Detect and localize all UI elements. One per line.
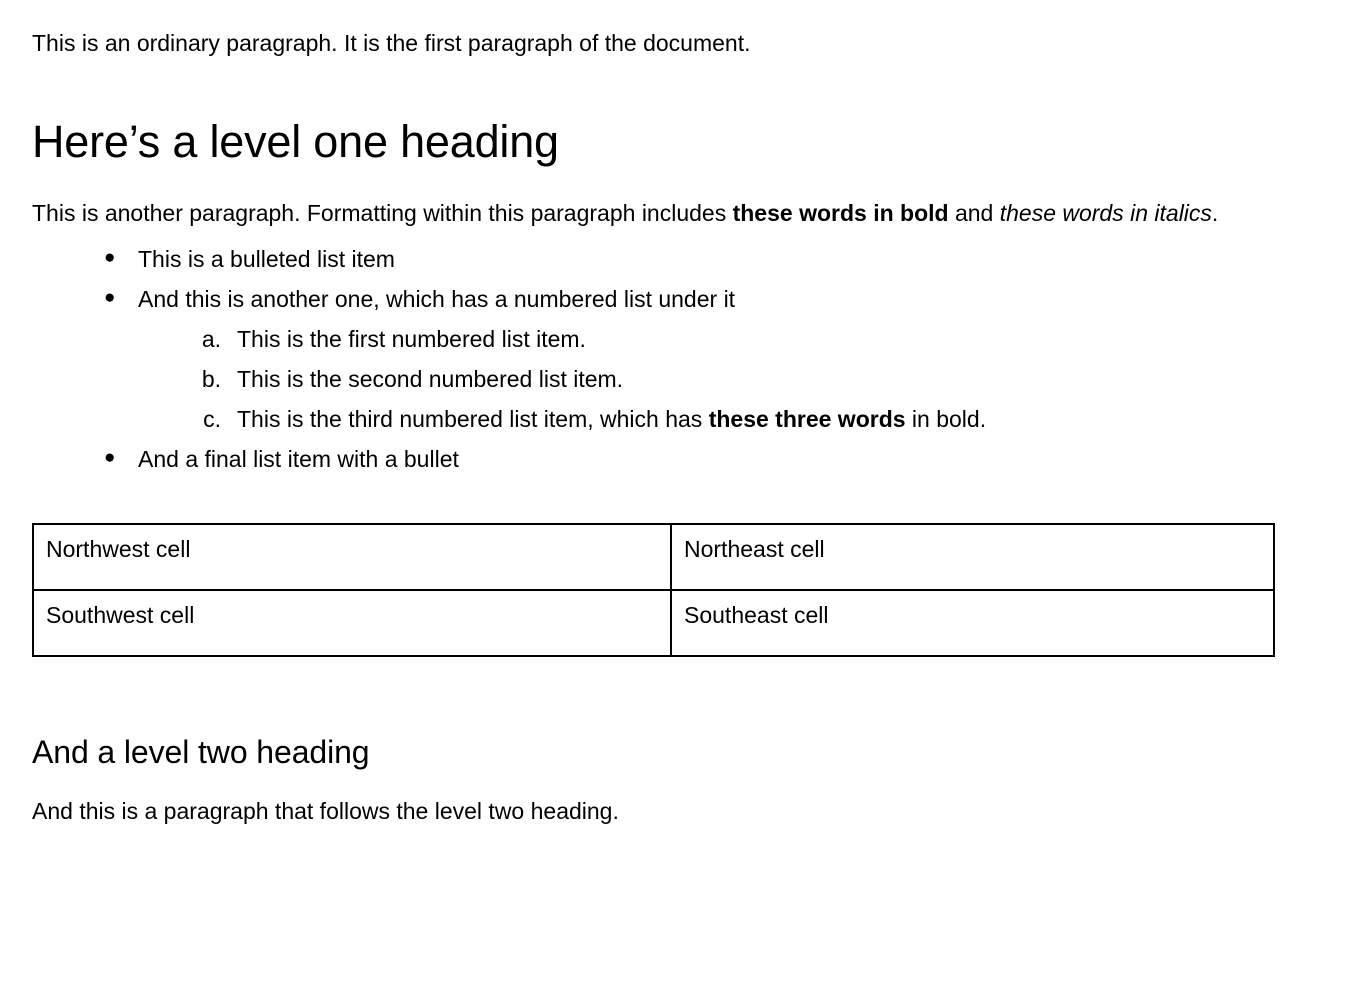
numbered-list [138, 319, 1328, 439]
spacer-after-heading-two [32, 770, 1328, 796]
list-item [86, 279, 1328, 439]
list-item-label: And this is another one, which has a numbered list under it [138, 285, 736, 312]
heading-level-one: Here’s a level one heading [32, 115, 559, 167]
second-paragraph-part2: and [948, 200, 1000, 227]
list-item-label-bold: these three words [708, 406, 906, 432]
table-cell: Southeast cell [671, 590, 1274, 656]
list-item-label: This is the first numbered list item. [237, 325, 586, 352]
list-item [86, 439, 1328, 479]
closing-paragraph: And this is a paragraph that follows the level two heading. [32, 798, 619, 825]
list-marker: c. [203, 406, 221, 432]
document-table [32, 523, 1275, 657]
second-paragraph-bold: these words in bold [732, 200, 949, 227]
second-paragraph-part1: This is another paragraph. Formatting within this paragraph includes [32, 200, 733, 227]
list-marker: b. [201, 365, 221, 392]
list-item [181, 399, 1328, 439]
list-item [86, 239, 1328, 279]
bullet-icon: ● [104, 246, 116, 268]
list-item-label: This is the second numbered list item. [237, 365, 624, 392]
second-paragraph [32, 194, 1267, 233]
list-item-label: And a final list item with a bullet [138, 446, 459, 473]
first-paragraph: This is an ordinary paragraph. It is the first paragraph of the document. [32, 30, 751, 56]
spacer-after-heading-one [32, 166, 1328, 194]
bulleted-list [32, 239, 1328, 479]
second-paragraph-part3: . [1211, 200, 1219, 227]
list-item-label-suffix: in bold. [905, 406, 987, 432]
heading-level-two: And a level two heading [32, 734, 370, 771]
table-cell: Northwest cell [33, 524, 671, 590]
list-item-label-prefix: This is the third numbered list item, which has [237, 406, 709, 432]
list-item [181, 359, 1328, 399]
list-item-label: This is a bulleted list item [138, 245, 395, 272]
table-row [33, 590, 1274, 656]
bullet-icon: ● [104, 286, 116, 308]
table-cell: Southwest cell [33, 590, 671, 656]
list-marker: a. [201, 325, 221, 352]
list-item [181, 319, 1328, 359]
second-paragraph-italic: these words in italics [999, 200, 1212, 227]
bullet-icon: ● [104, 447, 116, 469]
table-cell: Northeast cell [671, 524, 1274, 590]
spacer-before-heading-two [32, 657, 1328, 735]
table-row [33, 524, 1274, 590]
